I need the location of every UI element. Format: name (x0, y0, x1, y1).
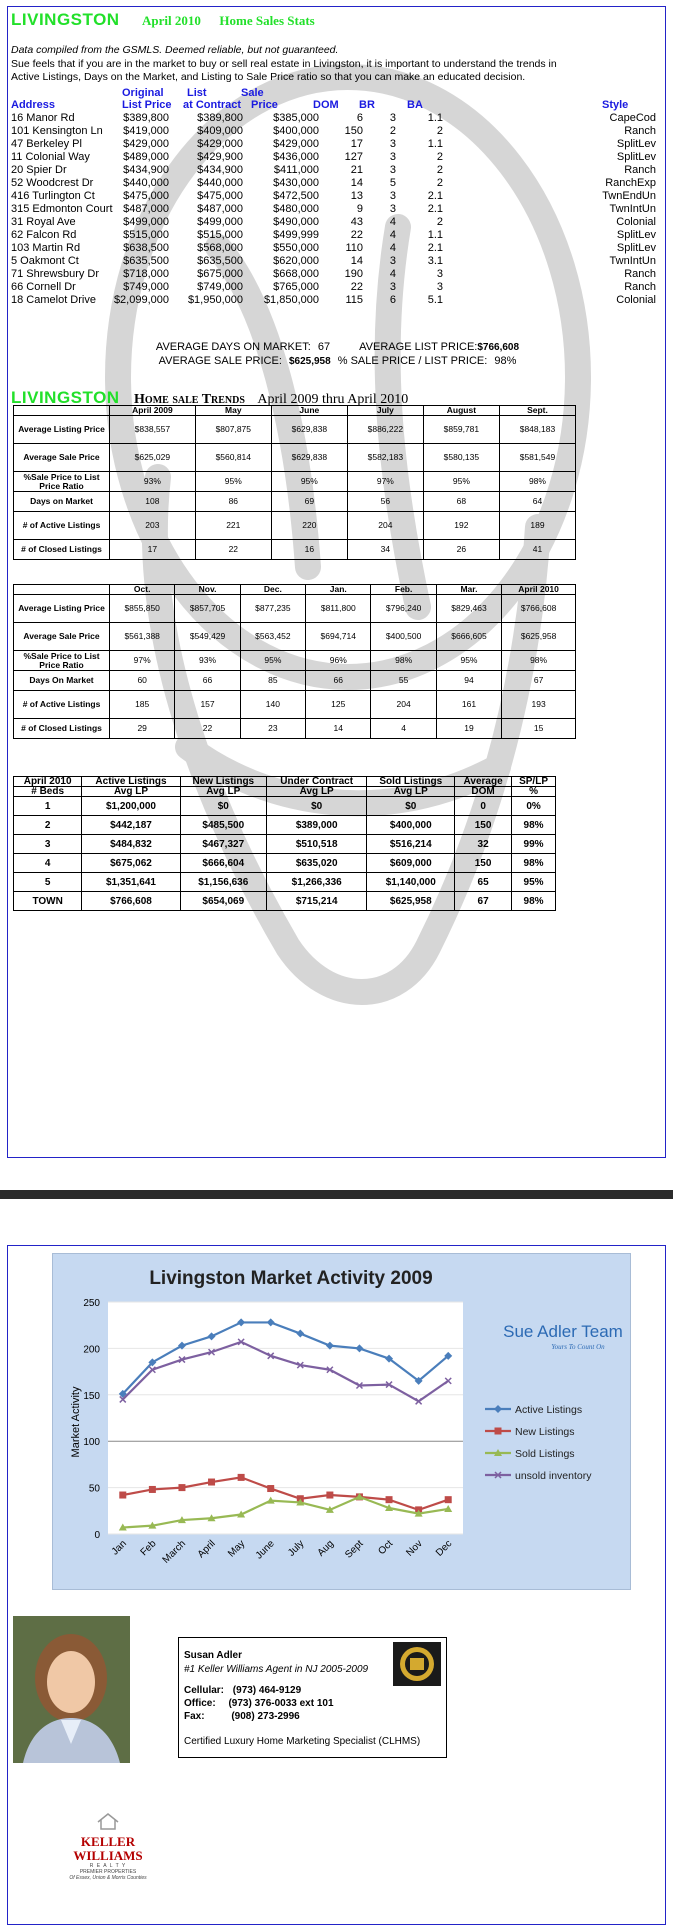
data-point (208, 1479, 215, 1486)
table-header-row: Oct. Nov. Dec. Jan. Feb. Mar. April 2010 (14, 585, 576, 595)
beds-row: 4 $675,062 $666,604 $635,020 $609,000 150 98% (14, 854, 556, 873)
legend-label: Sold Listings (515, 1448, 575, 1460)
listing-row: 5 Oakmont Ct $635,500 $635,500 $620,000 14 3 3.1 TwnIntUn (11, 255, 656, 267)
avg-line-1: AVERAGE DAYS ON MARKET: 67 AVERAGE LIST PRICE:$766,608 (155, 341, 520, 353)
listing-row: 52 Woodcrest Dr $440,000 $440,000 $430,000 14 5 2 RanchExp (11, 177, 656, 189)
y-tick-label: 200 (83, 1344, 100, 1356)
x-tick-label: Dec (433, 1538, 455, 1559)
table-row: Days on Market 108 86 69 56 68 64 (14, 492, 576, 512)
x-tick-label: Aug (315, 1538, 336, 1559)
office-phone: Office: (973) 376-0033 ext 101 (184, 1698, 334, 1709)
data-point (386, 1496, 393, 1503)
legend-label: New Listings (515, 1426, 575, 1438)
data-point (238, 1474, 245, 1481)
table-row: Average Listing Price $855,850 $857,705 $877,235 $811,800 $796,240 $829,463 $766,608 (14, 595, 576, 623)
chart-y-label: Market Activity (70, 1386, 82, 1458)
listings-header-top: Original List Sale (122, 87, 264, 99)
table-row: %Sale Price to List Price Ratio 97% 93% 95% 96% 98% 95% 98% (14, 651, 576, 671)
town-title: LIVINGSTON (11, 10, 120, 29)
listing-row: 71 Shrewsbury Dr $718,000 $675,000 $668,000 190 4 3 Ranch (11, 268, 656, 280)
listing-row: 47 Berkeley Pl $429,000 $429,000 $429,000 17 3 1.1 SplitLev (11, 138, 656, 150)
beds-table (13, 776, 556, 911)
listings-header: Address List Price at Contract Price DOM BR BA Style (11, 99, 629, 111)
y-tick-label: 50 (88, 1483, 100, 1495)
fax-number: Fax: (908) 273-2996 (184, 1711, 300, 1722)
x-tick-label: Sept (343, 1538, 366, 1561)
agent-name: Susan Adler (184, 1650, 242, 1661)
table-row: # of Active Listings 185 157 140 125 204 161 193 (14, 691, 576, 719)
x-tick-label: April (195, 1538, 218, 1561)
beds-row: 1 $1,200,000 $0 $0 $0 0 0% (14, 797, 556, 816)
table-row: Days On Market 60 66 85 66 55 94 67 (14, 671, 576, 691)
plot-area (108, 1302, 463, 1534)
legend-label: unsold inventory (515, 1470, 592, 1482)
legend-item (485, 1404, 582, 1416)
data-point (267, 1485, 274, 1492)
x-tick-label: May (226, 1538, 248, 1560)
data-point (178, 1484, 185, 1491)
x-tick-label: Jan (109, 1538, 129, 1558)
table-row: Average Sale Price $561,388 $549,429 $563,452 $694,714 $400,500 $666,605 $625,958 (14, 623, 576, 651)
legend-item (485, 1426, 575, 1438)
beds-row: 2 $442,187 $485,500 $389,000 $400,000 150 98% (14, 816, 556, 835)
report-page-1 (7, 6, 666, 1158)
table-row: # of Closed Listings 29 22 23 14 4 19 15 (14, 719, 576, 739)
trends-table-oct-apr (13, 584, 576, 739)
data-point (149, 1486, 156, 1493)
beds-header-row: # Beds Avg LP Avg LP Avg LP Avg LP DOM % (14, 787, 556, 797)
listing-row: 18 Camelot Drive $2,099,000 $1,950,000 $1,850,000 115 6 5.1 Colonial (11, 294, 656, 306)
report-page-2 (7, 1245, 666, 1925)
x-tick-label: March (160, 1538, 189, 1566)
data-point (119, 1492, 126, 1499)
listing-row: 20 Spier Dr $434,900 $434,900 $411,000 21 3 2 Ranch (11, 164, 656, 176)
table-row: # of Closed Listings 17 22 16 34 26 41 (14, 540, 576, 560)
report-header (11, 10, 315, 30)
page-separator (0, 1190, 673, 1199)
chart-canvas (53, 1254, 632, 1591)
data-point (326, 1492, 333, 1499)
report-month: April 2010 (142, 13, 201, 28)
market-activity-chart (52, 1253, 631, 1590)
x-tick-label: Oct (376, 1538, 396, 1558)
disclaimer: Data compiled from the GSMLS. Deemed reliable, but not guaranteed. (11, 44, 339, 56)
listing-row: 101 Kensington Ln $419,000 $409,000 $400,000 150 2 2 Ranch (11, 125, 656, 137)
y-tick-label: 0 (94, 1530, 100, 1541)
listing-row: 315 Edmonton Court $487,000 $487,000 $480,000 9 3 2.1 TwnIntUn (11, 203, 656, 215)
table-row: Average Listing Price $838,557 $807,875 $629,838 $886,222 $859,781 $848,183 (14, 416, 576, 444)
agent-business-card (178, 1637, 447, 1758)
listing-row: 31 Royal Ave $499,000 $499,000 $490,000 43 4 2 Colonial (11, 216, 656, 228)
intro-line-1: Sue feels that if you are in the market to buy or sell real estate in Livingston, it is important to understand the trends in (11, 58, 557, 70)
cell-phone: Cellular: (973) 464-9129 (184, 1685, 302, 1696)
listings-table (11, 87, 661, 307)
report-title: Home Sales Stats (219, 13, 315, 28)
intro-line-2: Active Listings, Days on the Market, and Listing to Sale Price ratio so that you can make an educated decision. (11, 71, 526, 83)
listing-row: 103 Martin Rd $638,500 $568,000 $550,000 110 4 2.1 SplitLev (11, 242, 656, 254)
x-tick-label: Nov (404, 1538, 425, 1559)
keller-williams-logo: KELLER WILLIAMS R E A L T Y PREMIER PROPERTIES Of Essex, Union & Morris Counties (53, 1812, 163, 1881)
x-tick-label: June (253, 1538, 277, 1562)
listing-row: 16 Manor Rd $389,800 $389,800 $385,000 6 3 1.1 CapeCod (11, 112, 656, 124)
agent-tagline: #1 Keller Williams Agent in NJ 2005-2009 (184, 1664, 369, 1675)
trends-table-apr-sep (13, 405, 576, 560)
x-tick-label: July (286, 1538, 307, 1559)
listing-row: 11 Colonial Way $489,000 $429,900 $436,000 127 3 2 SplitLev (11, 151, 656, 163)
listing-row: 416 Turlington Ct $475,000 $475,000 $472,500 13 3 2.1 TwnEndUn (11, 190, 656, 202)
legend-label: Active Listings (515, 1404, 583, 1416)
avg-line-2: AVERAGE SALE PRICE: $625,958 % SALE PRICE / LIST PRICE: 98% (158, 355, 517, 367)
agent-photo (13, 1616, 130, 1763)
data-point (494, 1405, 502, 1413)
trends-header: LIVINGSTON Home sale Trends April 2009 thru April 2010 (11, 388, 409, 407)
listing-row: 62 Falcon Rd $515,000 $515,000 $499,999 22 4 1.1 SplitLev (11, 229, 656, 241)
y-tick-label: 250 (83, 1298, 100, 1309)
data-point (445, 1496, 452, 1503)
beds-row: 3 $484,832 $467,327 $510,518 $516,214 32 99% (14, 835, 556, 854)
sue-adler-team-logo: Sue Adler Team (503, 1322, 623, 1341)
beds-header-row: April 2010 Active Listings New Listings Under Contract Sold Listings Average SP/LP (14, 777, 556, 787)
logo-tagline: Yours To Count On (551, 1343, 605, 1351)
y-tick-label: 100 (83, 1437, 100, 1449)
beds-row: TOWN $766,608 $654,069 $715,214 $625,958 67 98% (14, 892, 556, 911)
listing-row: 66 Cornell Dr $749,000 $749,000 $765,000 22 3 3 Ranch (11, 281, 656, 293)
house-icon (96, 1812, 120, 1830)
table-row: # of Active Listings 203 221 220 204 192 189 (14, 512, 576, 540)
table-row: Average Sale Price $625,029 $560,814 $629,838 $582,183 $580,135 $581,549 (14, 444, 576, 472)
table-row: %Sale Price to List Price Ratio 93% 95% 95% 97% 95% 98% (14, 472, 576, 492)
certification: Certified Luxury Home Marketing Specialist (CLHMS) (184, 1736, 421, 1747)
listing-rows (11, 112, 661, 307)
legend-item (485, 1448, 575, 1460)
chart-title: Livingston Market Activity 2009 (149, 1268, 433, 1289)
table-header-row: April 2009 May June July August Sept. (14, 406, 576, 416)
y-tick-label: 150 (83, 1390, 100, 1402)
x-tick-label: Feb (138, 1538, 159, 1559)
beds-row: 5 $1,351,641 $1,156,636 $1,266,336 $1,140,000 65 95% (14, 873, 556, 892)
award-badge-icon (393, 1642, 441, 1686)
legend-item (485, 1470, 592, 1482)
data-point (495, 1428, 502, 1435)
